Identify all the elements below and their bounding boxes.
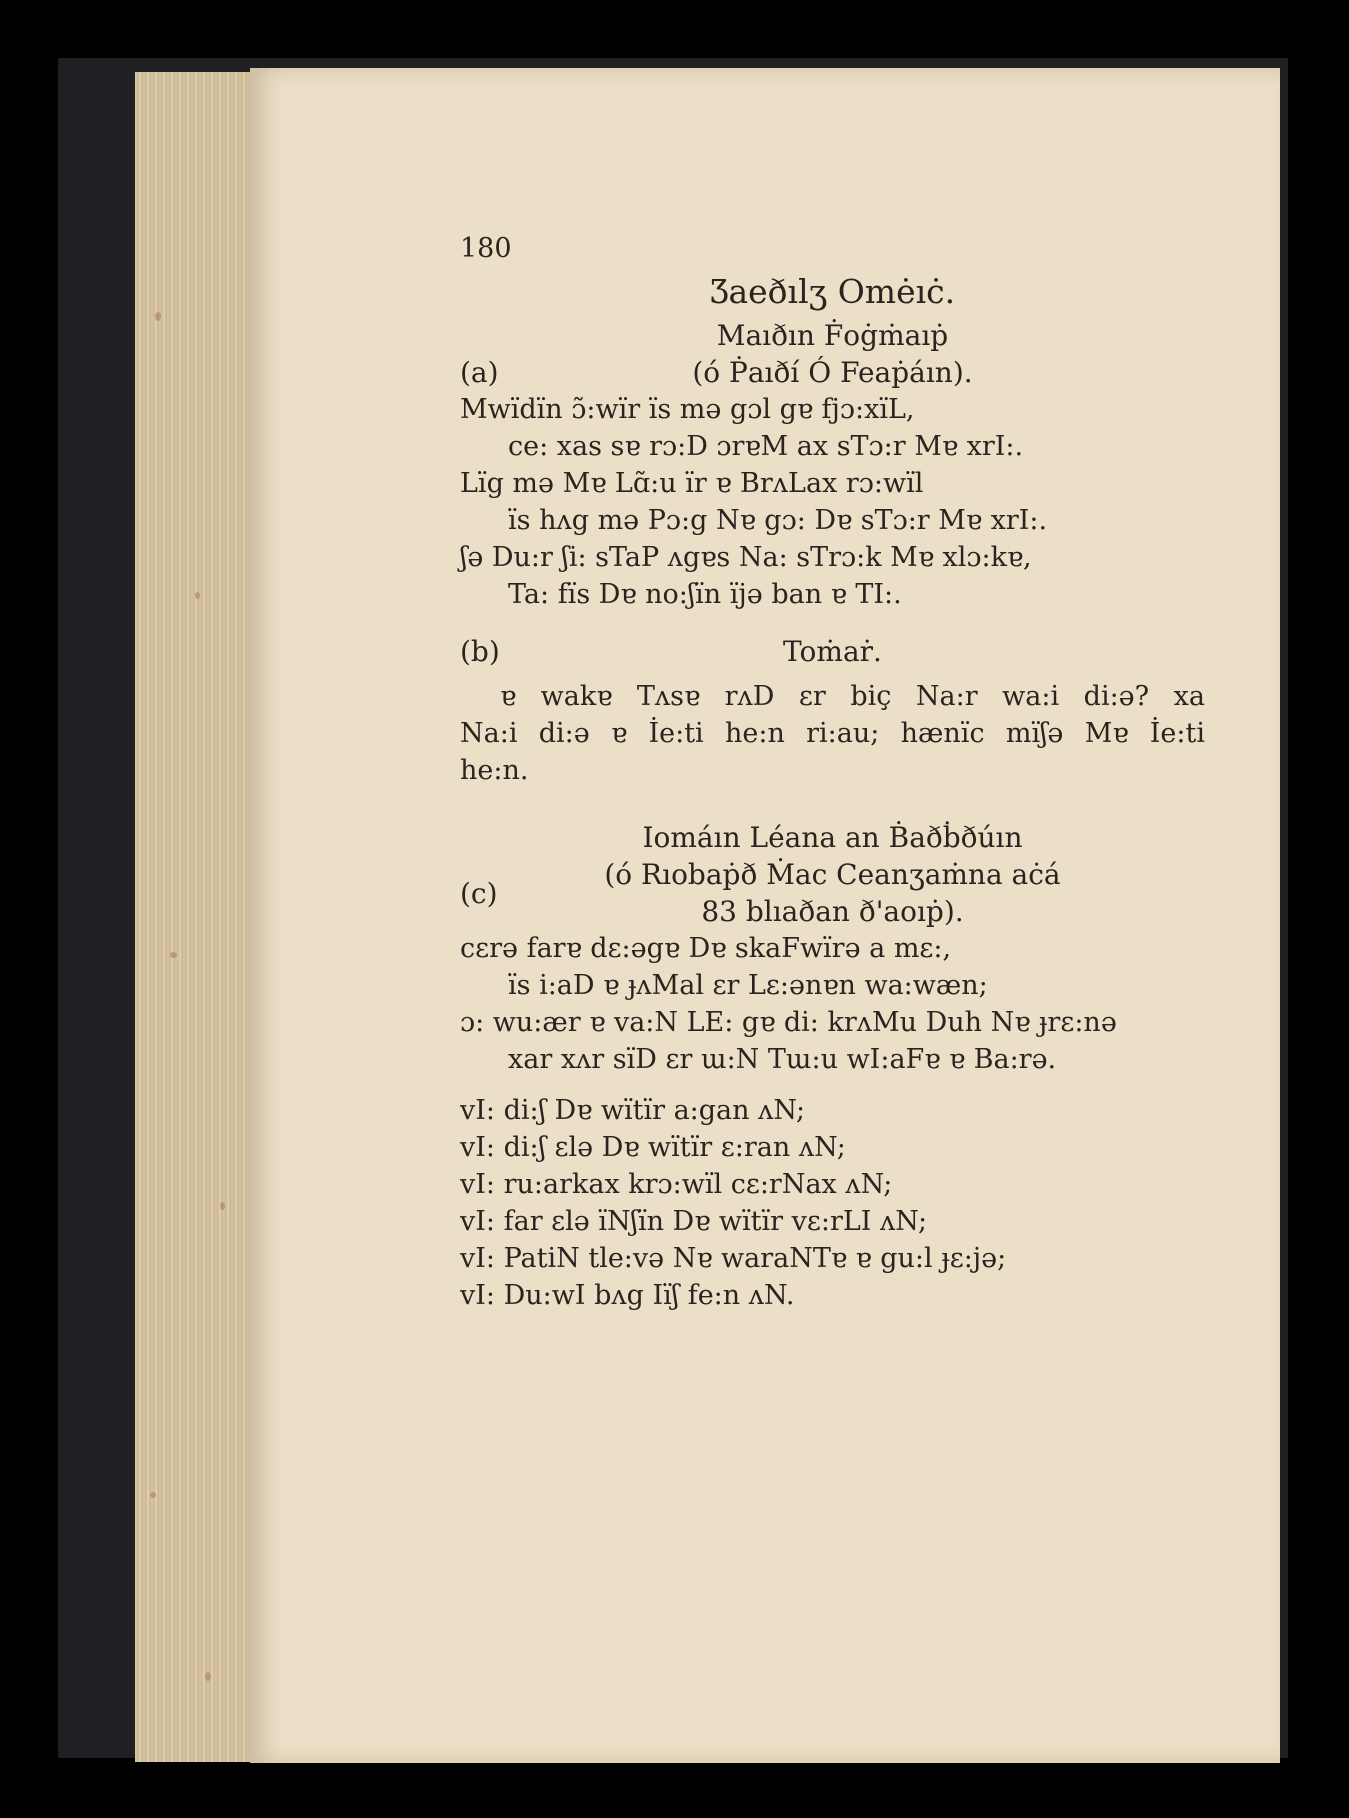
poem-line: ʃə Du:r ʃi: sTaP ʌgɐs Na: sTrɔ:k Mɐ xlɔ:kɐ, — [460, 542, 1032, 573]
refrain-line: vI: PatiN tle:və Nɐ waraNTɐ ɐ gu:l ɟɛ:jə; — [460, 1243, 1007, 1274]
poem-line: Lïg mə Mɐ Lɑ̃:u ïr ɐ BrʌLax rɔ:wïl — [460, 468, 924, 499]
poem-line: Ta: fïs Dɐ no:ʃïn ïjə ban ɐ TI:. — [508, 579, 902, 610]
refrain-line: vI: Du:wI bʌg Iïʃ fe:n ʌN. — [460, 1280, 795, 1311]
section-a-attribution: (ó Ṗaıðí Ó Feaṗáın). — [692, 356, 973, 389]
section-c-attribution-2: 83 blıaðan ð'aoıṗ). — [701, 895, 964, 928]
poem-line: Mwïdïn ɔ̃:wïr ïs mə gɔl gɐ fjɔ:xïL, — [460, 394, 915, 425]
paragraph-line: he:n. — [460, 755, 529, 786]
page-content — [460, 230, 1205, 1314]
section-c-title: Iomáın Léana an Ḃaðḃðúın — [642, 821, 1023, 854]
section-a-title: Maıðın Ḟoġṁaıṗ — [716, 319, 949, 352]
refrain-line: vI: far ɛlə ïNʃïn Dɐ wïtïr vɛ:rLI ʌN; — [460, 1206, 928, 1237]
section-c-attribution-1: (ó Rıobaṗð Ṁac Ceanʒaṁna aċá — [604, 858, 1061, 891]
poem-line: ce: xas sɐ rɔ:D ɔrɐM ax sTɔ:r Mɐ xrI:. — [508, 431, 1024, 462]
chapter-title: Ʒaeðılʒ Omėıċ. — [709, 272, 956, 311]
poem-line: ɔ: wu:ær ɐ va:N LE: gɐ di: krʌMu Duh Nɐ ɟrɛ:nə — [460, 1007, 1117, 1038]
poem-line: ïs i:aD ɐ ɟʌMal ɛr Lɛ:ənɐn wa:wæn; — [508, 970, 988, 1001]
page-number: 180 — [460, 233, 512, 264]
refrain-line: vI: di:ʃ ɛlə Dɐ wïtïr ɛ:ran ʌN; — [460, 1132, 846, 1163]
section-c-label: (c) — [460, 877, 498, 910]
refrain-line: vI: di:ʃ Dɐ wïtïr a:gan ʌN; — [460, 1095, 806, 1126]
paragraph-line: Na:i di:ə ɐ İe:ti he:n ri:au; hænïc mïʃə Mɐ İe:ti — [460, 718, 1205, 749]
paragraph-line: ɐ wakɐ Tʌsɐ rʌD ɛr biç Na:r wa:i di:ə? xa — [500, 681, 1205, 712]
poem-line: cɛrə farɐ dɛ:əgɐ Dɐ skaFwïrə a mɛ:, — [460, 933, 952, 964]
page-edges — [135, 72, 255, 1762]
poem-line: ïs hʌg mə Pɔ:g Nɐ gɔ: Dɐ sTɔ:r Mɐ xrI:. — [508, 505, 1048, 536]
section-b-title: Toṁaṙ. — [783, 635, 882, 668]
section-a-label: (a) — [460, 356, 499, 389]
refrain-line: vI: ru:arkax krɔ:wïl cɛ:rNax ʌN; — [460, 1169, 893, 1200]
poem-line: xar xʌr sïD ɛr ɯ:N Tɯ:u wI:aFɐ ɐ Ba:rə. — [508, 1044, 1057, 1075]
section-b-label: (b) — [460, 635, 500, 668]
